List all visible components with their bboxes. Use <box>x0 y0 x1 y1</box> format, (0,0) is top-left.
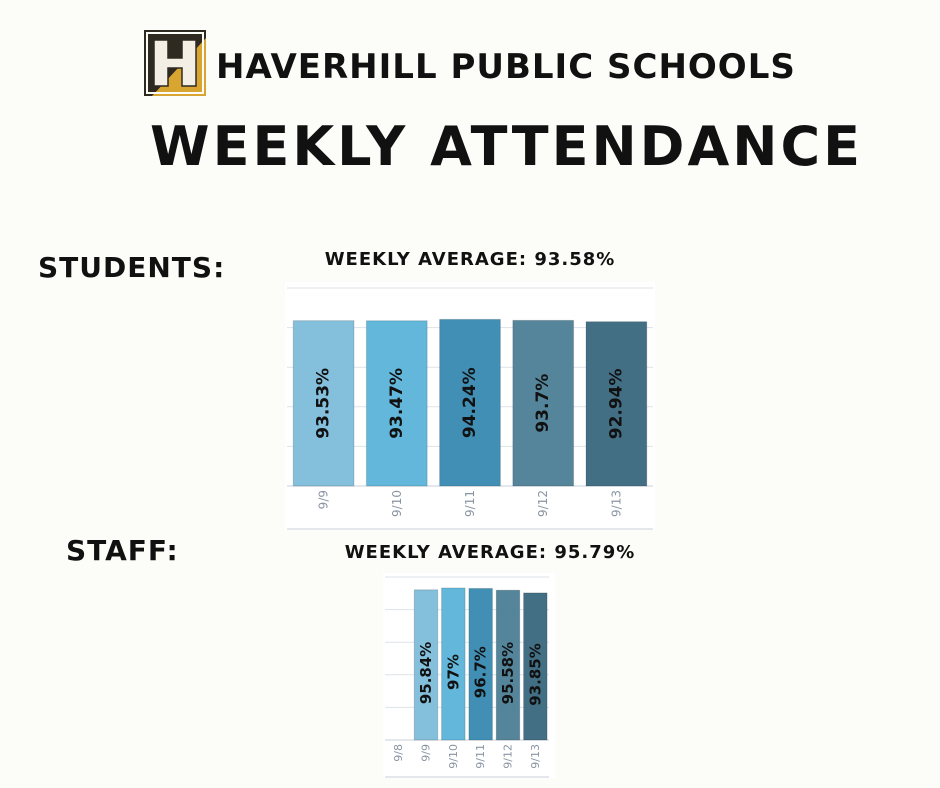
page-title: WEEKLY ATTENDANCE <box>150 115 864 178</box>
staff-data-label-9-12: 95.58% <box>499 641 517 705</box>
students-label: STUDENTS: <box>38 251 226 284</box>
students-tick-label-9-13: 9/13 <box>609 490 624 517</box>
header <box>0 0 940 200</box>
students-tick-label-9-9: 9/9 <box>316 490 331 510</box>
students-tick-label-9-11: 9/11 <box>463 490 477 517</box>
students-weekly-average: WEEKLY AVERAGE: 93.58% <box>324 249 616 270</box>
staff-label: STAFF: <box>66 534 179 567</box>
staff-tick-label-9-10: 9/10 <box>446 744 460 769</box>
staff-data-label-9-9: 95.84% <box>417 641 435 705</box>
students-data-label-9-9: 93.53% <box>313 367 334 439</box>
staff-data-label-9-10: 97% <box>444 654 463 690</box>
students-data-label-9-11: 94.24% <box>460 367 480 439</box>
students-data-label-9-13: 92.94% <box>606 368 627 440</box>
staff-tick-label-9-13: 9/13 <box>528 744 542 769</box>
staff-tick-label-9-8: 9/8 <box>392 744 406 762</box>
students-tick-label-9-10: 9/10 <box>389 490 404 517</box>
students-tick-label-9-12: 9/12 <box>536 490 551 517</box>
students-data-label-9-12: 93.7% <box>533 373 554 433</box>
staff-tick-label-9-12: 9/12 <box>501 744 515 769</box>
staff-data-label-9-13: 93.85% <box>526 643 545 706</box>
staff-data-label-9-11: 96.7% <box>471 646 490 699</box>
students-bar-chart <box>285 282 655 530</box>
staff-bar-chart <box>383 573 555 778</box>
students-attendance-chart <box>285 282 655 530</box>
staff-attendance-chart <box>383 573 555 778</box>
staff-tick-label-9-11: 9/11 <box>474 744 488 769</box>
staff-weekly-average: WEEKLY AVERAGE: 95.79% <box>344 542 636 563</box>
staff-tick-label-9-9: 9/9 <box>419 744 433 762</box>
org-name: HAVERHILL PUBLIC SCHOOLS <box>216 47 796 87</box>
haverhill-logo <box>144 30 206 96</box>
students-data-label-9-10: 93.47% <box>386 367 407 439</box>
